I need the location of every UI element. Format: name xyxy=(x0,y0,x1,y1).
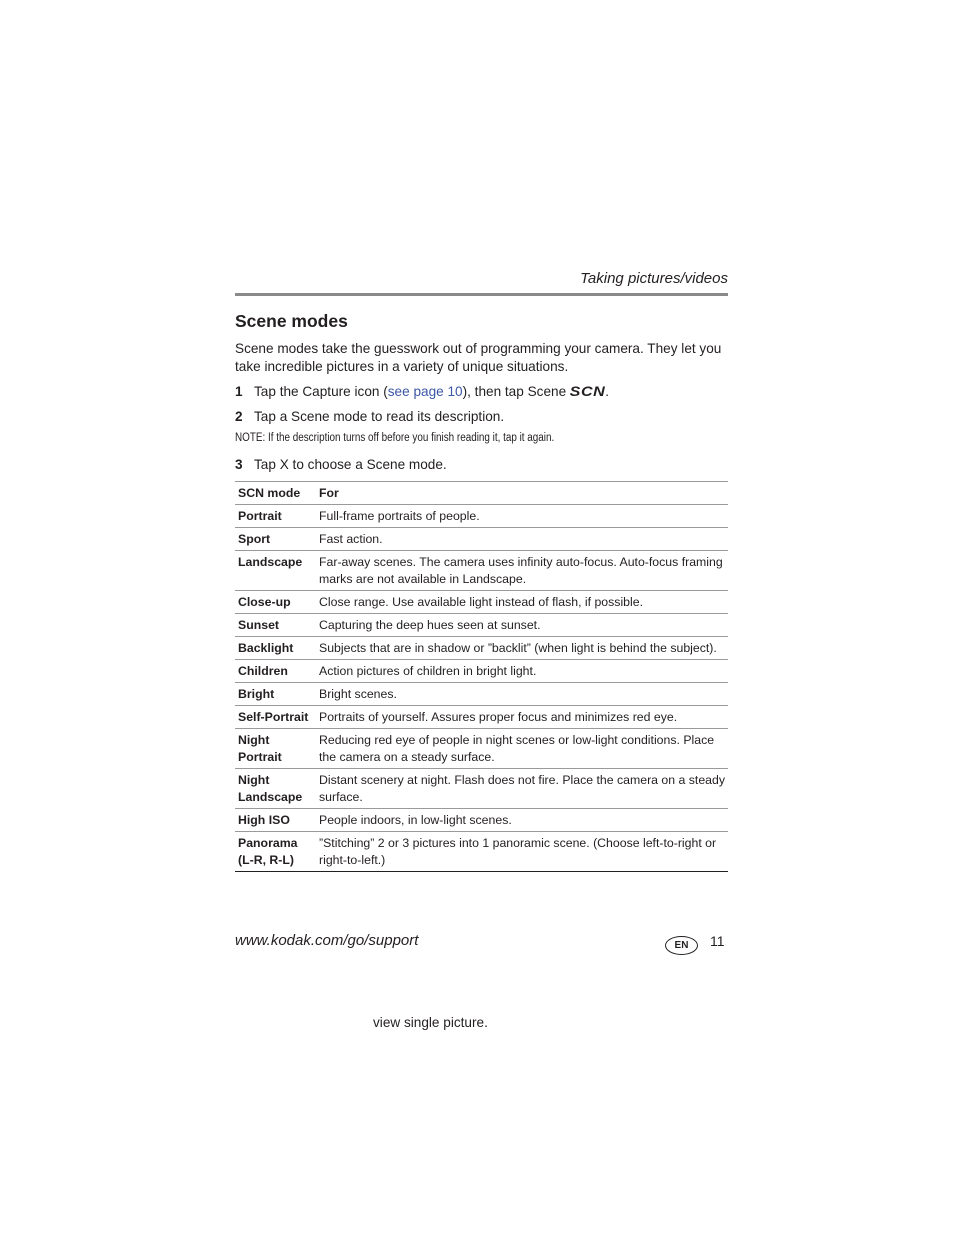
step-text: Tap a Scene mode to read its description. xyxy=(254,409,505,424)
column-header-mode: SCN mode xyxy=(235,482,316,505)
mode-cell: Panorama (L-R, R-L) xyxy=(235,832,316,872)
mode-cell: Self-Portrait xyxy=(235,706,316,729)
mode-cell: Bright xyxy=(235,683,316,706)
support-url[interactable]: www.kodak.com/go/support xyxy=(235,932,419,949)
running-header: Taking pictures/videos xyxy=(580,270,728,287)
page-number: 11 xyxy=(710,933,725,949)
description-cell: Subjects that are in shadow or ”backlit” (when light is behind the subject). xyxy=(316,637,728,660)
description-cell: Fast action. xyxy=(316,528,728,551)
table-row xyxy=(235,637,728,660)
mode-cell: Landscape xyxy=(235,551,316,591)
description-cell: Bright scenes. xyxy=(316,683,728,706)
description-cell: Full-frame portraits of people. xyxy=(316,505,728,528)
language-badge: EN xyxy=(665,936,698,955)
table-row xyxy=(235,551,728,591)
section-title: Scene modes xyxy=(235,311,348,331)
table-row xyxy=(235,591,728,614)
step-3 xyxy=(235,456,447,473)
mode-cell: Night Portrait xyxy=(235,729,316,769)
table-row xyxy=(235,729,728,769)
step-number: 2 xyxy=(235,409,243,424)
stray-caption: view single picture. xyxy=(373,1015,488,1030)
description-cell: Capturing the deep hues seen at sunset. xyxy=(316,614,728,637)
mode-cell: Sport xyxy=(235,528,316,551)
mode-cell: Close-up xyxy=(235,591,316,614)
description-cell: People indoors, in low-light scenes. xyxy=(316,809,728,832)
table-row xyxy=(235,832,728,872)
table-row xyxy=(235,614,728,637)
table-row xyxy=(235,660,728,683)
table-row xyxy=(235,769,728,809)
step-1 xyxy=(235,383,609,400)
mode-cell: Night Landscape xyxy=(235,769,316,809)
step-text: Tap X to choose a Scene mode. xyxy=(254,457,447,472)
table-row xyxy=(235,683,728,706)
step-text-end: . xyxy=(605,384,609,399)
step-text-after: ), then tap Scene xyxy=(462,384,567,399)
mode-cell: Backlight xyxy=(235,637,316,660)
see-page-link[interactable]: see page 10 xyxy=(387,384,463,399)
table-row xyxy=(235,706,728,729)
description-cell: Far-away scenes. The camera uses infinity auto-focus. Auto-focus framing marks are not available in Landscape. xyxy=(316,551,728,591)
scn-icon: SCN xyxy=(569,383,606,399)
table-row xyxy=(235,505,728,528)
step-2 xyxy=(235,408,504,425)
table-header-row xyxy=(235,482,728,505)
description-cell: Distant scenery at night. Flash does not fire. Place the camera on a steady surface. xyxy=(316,769,728,809)
step-text: Tap the Capture icon ( xyxy=(254,384,388,399)
table-row xyxy=(235,809,728,832)
header-divider xyxy=(235,293,728,296)
description-cell: Action pictures of children in bright light. xyxy=(316,660,728,683)
column-header-for: For xyxy=(316,482,728,505)
step-number: 1 xyxy=(235,384,243,399)
mode-cell: Sunset xyxy=(235,614,316,637)
mode-cell: Portrait xyxy=(235,505,316,528)
scene-modes-table xyxy=(235,481,728,872)
step-number: 3 xyxy=(235,457,243,472)
mode-cell: Children xyxy=(235,660,316,683)
table-row xyxy=(235,528,728,551)
description-cell: ”Stitching” 2 or 3 pictures into 1 panoramic scene. (Choose left-to-right or right-to-left.) xyxy=(316,832,728,872)
mode-cell: High ISO xyxy=(235,809,316,832)
note-text: NOTE: If the description turns off before you finish reading it, tap it again. xyxy=(235,432,555,444)
description-cell: Close range. Use available light instead of flash, if possible. xyxy=(316,591,728,614)
description-cell: Portraits of yourself. Assures proper focus and minimizes red eye. xyxy=(316,706,728,729)
description-cell: Reducing red eye of people in night scenes or low-light conditions. Place the camera on a steady surface. xyxy=(316,729,728,769)
intro-paragraph: Scene modes take the guesswork out of programming your camera. They let you take incredible pictures in a variety of unique situations. xyxy=(235,341,722,374)
